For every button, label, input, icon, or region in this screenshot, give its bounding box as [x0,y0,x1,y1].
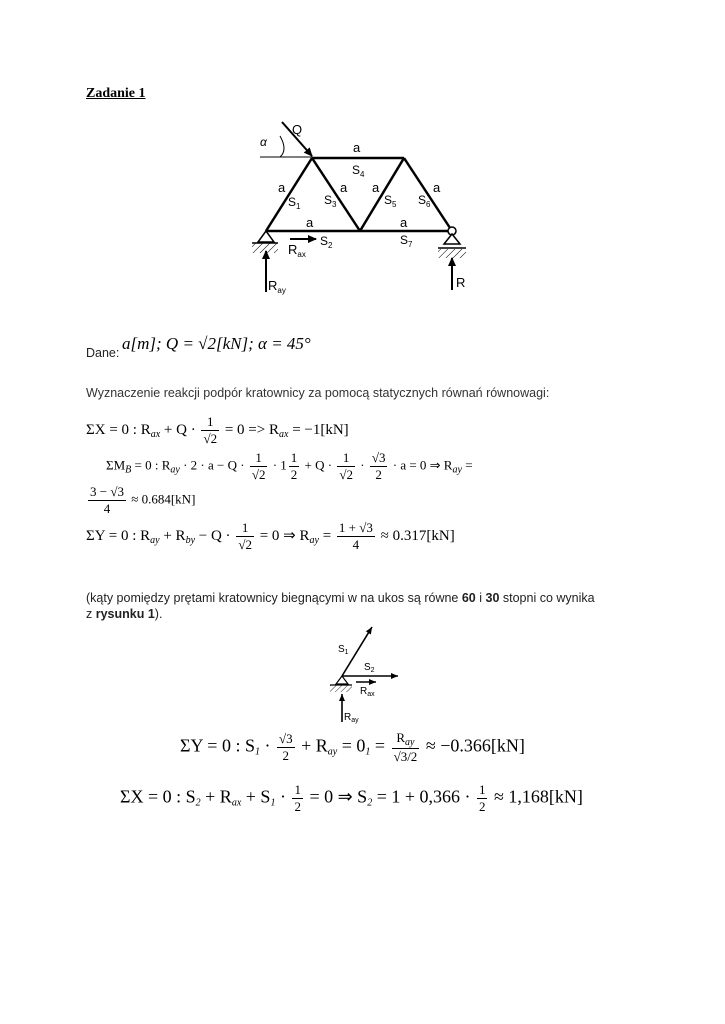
truss-label-s5: $S_5$ [384,193,397,209]
ray-label: $R_{ay}$ [268,278,286,295]
truss-label-s7: $S_7$ [400,233,413,249]
rb-label: R [456,275,466,290]
truss-label-s4: $S_4$ [352,163,365,179]
truss-label-a-mid2: a [372,180,380,195]
truss-label-s3: $S_3$ [324,193,337,209]
equation-node-sum-y: ΣY = 0 : $S_1$ · $\frac{√3}{2}$ + $R_{ay} = 0_1$ = $\frac{R_{ay}}{√3/2}$ ≈ −0.366[kN] [180,730,525,764]
angle-arc [280,136,284,157]
equation-node-sum-x: ΣX = 0 : $S_2 + R_{ax} + S_1$ · $\frac{1}{2}$ = 0 ⇒ $S_2 = 1 + 0,366$ · $\frac{1}{2}$ ≈ 1,168[kN] [120,782,583,814]
truss-label-s1: $S_1$ [288,195,301,211]
node-rax-label: $R_{ax}$ [360,686,375,698]
truss-label-s6: $S_6$ [418,193,431,209]
equation-moment-b: $\Sigma M_B = 0$ : $R_{ay} \cdot 2 \cdot a - Q$ · $\frac{1}{√2}$ · 1 $\frac{1}{2}$ + Q · $\frac{1}{√2}$ · $\frac{√3}{2}$ · a = 0 ⇒ $R_{ay}$ = [106,450,473,482]
node-ray-label: $R_{ay}$ [344,712,359,724]
truss-label-a-mid1: a [340,180,348,195]
dane-label: Dane: [86,346,120,360]
equation-sum-x: ΣX = 0 : $R_{ax} + Q$ · $\frac{1}{√2}$ = $0 => R_{ax} = -1[kN]$ [86,414,349,446]
node-s1-label: $S_1$ [338,644,349,656]
equation-moment-b-result: $\frac{3 - √3}{4}$ ≈ 0.684[kN] [90,484,196,516]
page-title: Zadanie 1 [86,86,146,101]
right-support-ground [438,249,466,258]
truss-label-s2: $S_2$ [320,234,333,250]
truss-label-a-bot1: a [306,215,314,230]
truss-label-a-left: a [278,180,286,195]
intro-text: Wyznaczenie reakcji podpór kratownicy za pomocą statycznych równań równowagi: [86,386,550,400]
angle-note: (kąty pomiędzy prętami kratownicy biegnącymi w na ukos są równe 60 i 30 stopni co wynika z rysunku 1). [86,591,595,621]
truss-diagram [240,110,480,300]
node-s2-label: $S_2$ [364,662,375,674]
alpha-label: α [260,135,267,149]
q-label: Q [292,122,303,137]
dane-formula: a[m]; Q = √2[kN]; α = 45° [122,334,311,353]
node-diagram [320,622,410,726]
rax-label: $R_{ax}$ [288,242,306,259]
truss-label-a-top: a [353,140,361,155]
truss-label-a-bot2: a [400,215,408,230]
equation-sum-y: ΣY = 0 : $R_{ay} + R_{by} - Q$ · $\frac{1}{√2}$ = 0 ⇒ $R_{ay}$ = $\frac{1 + √3}{4}$ ≈ 0.317[kN] [86,520,455,552]
node-support-ground [330,685,352,692]
right-support [444,234,460,244]
truss-label-a-right: a [433,180,441,195]
left-support [258,231,274,242]
node-support [336,676,348,684]
